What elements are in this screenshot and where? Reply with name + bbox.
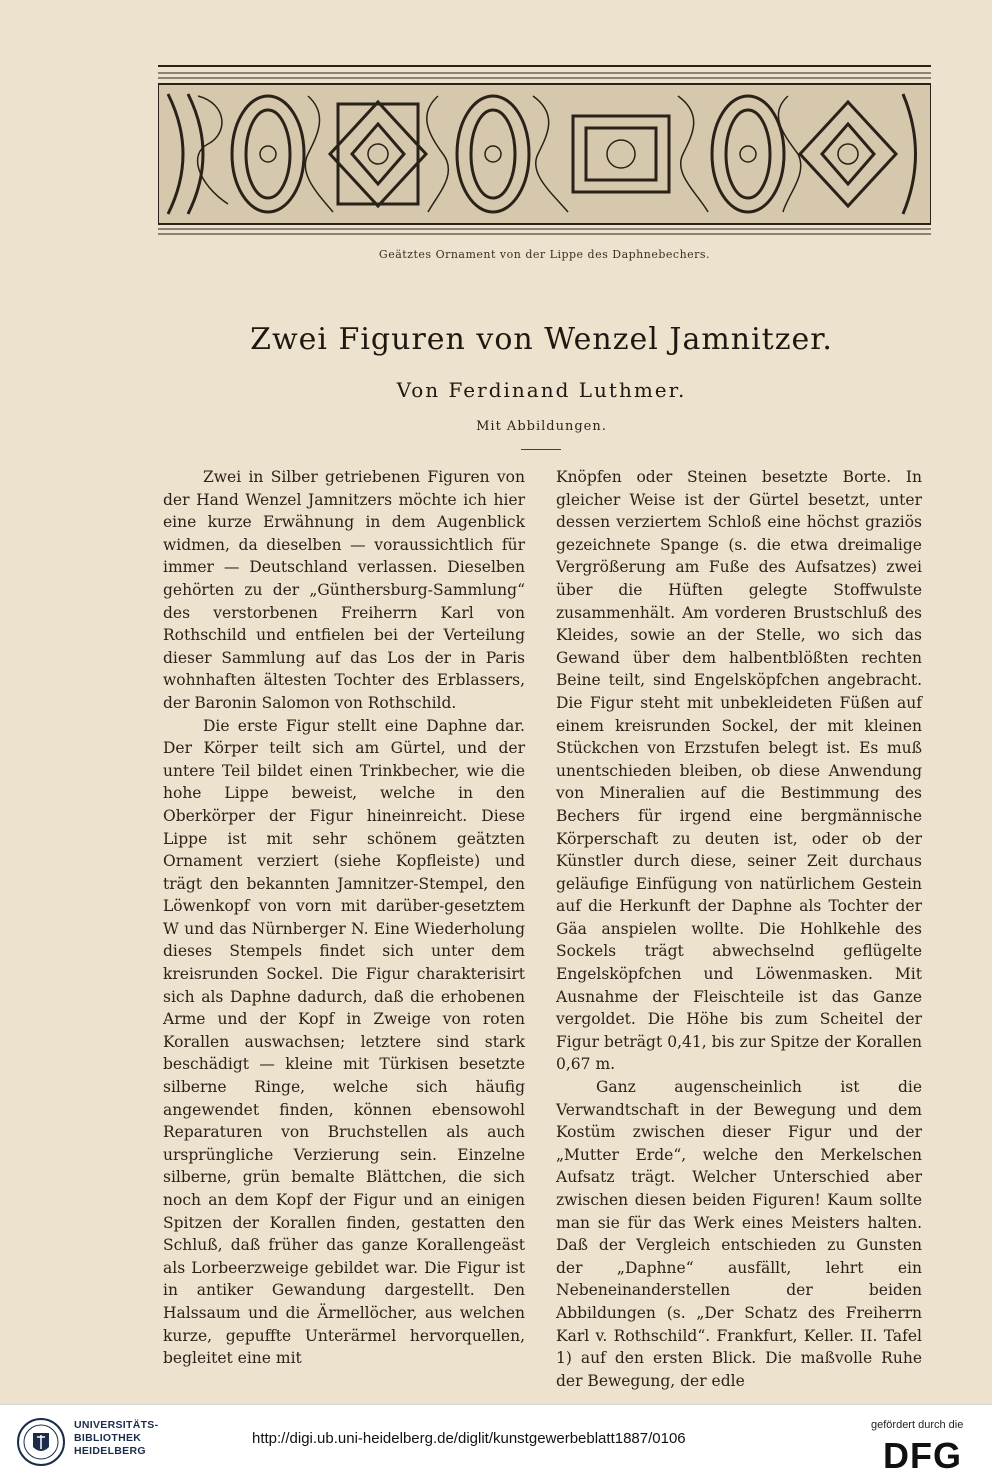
text-column-right bbox=[556, 466, 922, 1392]
institution-line: BIBLIOTHEK bbox=[74, 1432, 142, 1444]
digitization-footer bbox=[0, 1404, 992, 1481]
article-title: Zwei Figuren von Wenzel Jamnitzer. bbox=[250, 322, 833, 357]
ornament-caption: Geätztes Ornament von der Lippe des Daphnebechers. bbox=[378, 248, 711, 261]
paragraph: Knöpfen oder Steinen besetzte Borte. In gleicher Weise ist der Gürtel besetzt, unter dessen verziertem Schloß eine höchst graziös gezeichnete Spange (s. die etwa dreimalige Vergrößerung am Fuße des Aufsatzes) zwei über die Hüften gelegte Stoffwulste zusammenhält. Am vorderen Brustschluß des Kleides, sowie an der Stelle, wo sich das Gewand über dem halbentblößten rechten Beine teilt, sind Engelsköpfchen angebracht. Die Figur steht mit unbekleideten Füßen auf einem kreisrunden Sockel, der mit kleinen Stückchen von Erzstufen belegt ist. Es muß unentschieden bleiben, ob diese Anwendung von Mineralien auf die Bestimmung des Bechers für irgend eine bergmännische Körperschaft zu deuten ist, oder ob der Künstler durch diese, seiner Zeit durchaus geläufige Einfügung von natürlichem Gestein auf die Herkunft der Daphne als Tochter der Gäa anspielen wollte. Die Hohlkehle des Sockels trägt abwechselnd geflügelte Engelsköpfchen und Löwenmasken. Mit Ausnahme der Fleischteile ist das Ganze vergoldet. Die Höhe bis zum Scheitel der Figur beträgt 0,41, bis zur Spitze der Korallen 0,67 m. bbox=[556, 468, 922, 1074]
article-subtitle: Mit Abbildungen. bbox=[476, 419, 607, 434]
university-seal-icon bbox=[16, 1417, 66, 1467]
text-column-left bbox=[163, 466, 525, 1370]
ornamental-header-band bbox=[158, 64, 931, 236]
dfg-logo: DFG bbox=[883, 1435, 962, 1476]
title-divider bbox=[521, 449, 561, 450]
paragraph: Ganz augenscheinlich ist die Verwandtschaft in der Bewegung und dem Kostüm zwischen dieser Figur und der „Mutter Erde“, welche den Merkelschen Aufsatz trägt. Welcher Unterschied aber zwischen diesen beiden Figuren! Kaum sollte man sie für das Werk eines Meisters halten. Daß der Vergleich entschieden zu Gunsten der „Daphne“ ausfällt, lehrt ein Nebeneinanderstellen der beiden Abbildungen (s. „Der Schatz des Freiherrn Karl v. Rothschild“. Frankfurt, Keller. II. Tafel 1) auf den ersten Blick. Die maßvolle Ruhe der Bewegung, der edle bbox=[556, 1078, 922, 1390]
institution-line: HEIDELBERG bbox=[74, 1445, 146, 1457]
institution-line: UNIVERSITÄTS- bbox=[74, 1419, 159, 1431]
paragraph: Zwei in Silber getriebenen Figuren von der Hand Wenzel Jamnitzers möchte ich hier eine kurze Erwähnung in dem Augenblick widmen, da dieselben — voraussichtlich für immer — Deutschland verlassen. Dieselben gehörten zu der „Günthersburg-Sammlung“ des verstorbenen Freiherrn Karl von Rothschild und entfielen bei der Verteilung dieser Sammlung auf das Los der in Paris wohnhaften ältesten Tochter des Erblassers, der Baronin Salomon von Rothschild. bbox=[163, 468, 525, 712]
paragraph: Die erste Figur stellt eine Daphne dar. Der Körper teilt sich am Gürtel, und der untere Teil bildet einen Trinkbecher, wie die hohe Lippe beweist, welche in den Oberkörper der Figur hineinreicht. Diese Lippe ist mit sehr schönem geätzten Ornament verziert (siehe Kopfleiste) und trägt den bekannten Jamnitzer-Stempel, den Löwenkopf von vorn mit darüber-gesetztem W und das Nürnberger N. Eine Wiederholung dieses Stempels findet sich unter dem kreisrunden Sockel. Die Figur charakterisirt sich als Daphne dadurch, daß die erhobenen Arme und der Kopf in Zweige von roten Korallen auswachsen; letztere sind stark beschädigt — kleine mit Türkisen besetzte silberne Ringe, welche sich häufig angewendet finden, können ebensowohl Reparaturen von Bruchstellen als auch ursprüngliche Verzierung sein. Einzelne silberne, grün bemalte Blättchen, die sich noch an dem Kopf der Figur und an einigen Spitzen der Korallen finden, gestatten den Schluß, daß früher das ganze Korallengeäst als Lorbeerzweige gebildet war. Die Figur ist in antiker Gewandung dargestellt. Den Halssaum und die Ärmellöcher, aus welchen kurze, gepuffte Unterärmel hervorquellen, begleitet eine mit bbox=[163, 716, 525, 1368]
permalink[interactable]: http://digi.ub.uni-heidelberg.de/diglit/kunstgewerbeblatt1887/0106 bbox=[252, 1430, 686, 1447]
funding-note: gefördert durch die bbox=[871, 1419, 964, 1431]
article-author: Von Ferdinand Luthmer. bbox=[396, 378, 687, 402]
institution-name bbox=[74, 1419, 158, 1458]
